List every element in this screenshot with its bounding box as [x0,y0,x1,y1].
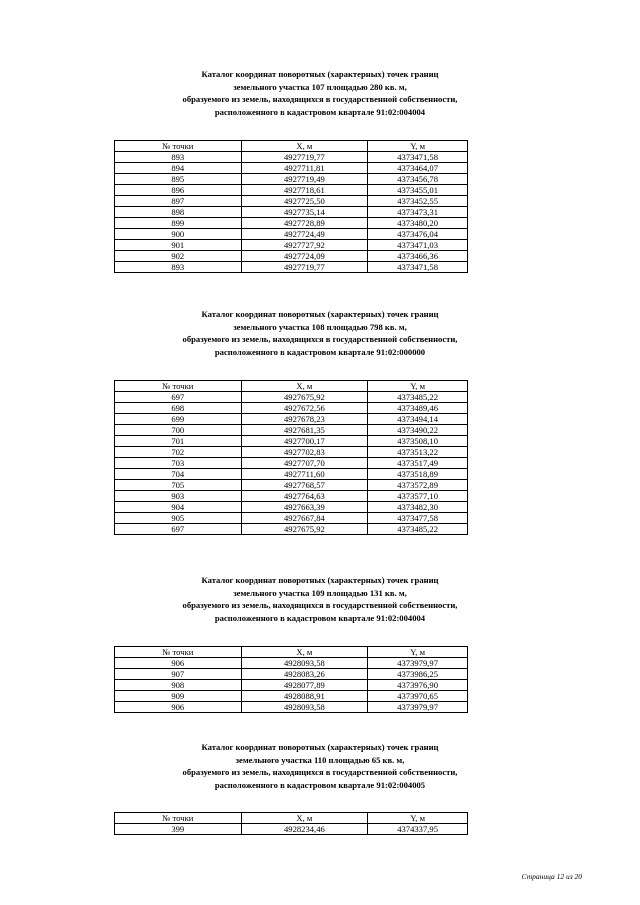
cell-x: 4927719,77 [241,262,368,273]
table-row [115,702,468,713]
heading-line: Каталог координат поворотных (характерных) точек границ [201,69,439,79]
cell-y: 4373489,46 [368,403,468,414]
cell-point-number: 703 [115,458,242,469]
column-header-y: Y, м [368,141,468,152]
table-row [115,240,468,251]
table-header-row [115,381,468,392]
cell-y: 4373466,36 [368,251,468,262]
cell-x: 4927711,81 [241,163,368,174]
table-row [115,491,468,502]
table-row [115,196,468,207]
cell-y: 4373979,97 [368,702,468,713]
section-heading [0,741,640,791]
table-row [115,425,468,436]
table-row [115,152,468,163]
table-row [115,207,468,218]
cell-x: 4927678,23 [241,414,368,425]
cell-point-number: 908 [115,680,242,691]
table-row [115,218,468,229]
table-header-row [115,647,468,658]
cell-y: 4373477,58 [368,513,468,524]
cell-y: 4373480,20 [368,218,468,229]
cell-point-number: 906 [115,658,242,669]
column-header-y: Y, м [368,647,468,658]
heading-line: расположенного в кадастровом квартале 91:02:004005 [214,779,426,790]
heading-line: образуемого из земель, находящихся в государственной собственности, [182,94,458,105]
table-row [115,251,468,262]
heading-line: земельного участка 110 площадью 65 кв. м, [235,754,405,765]
cell-y: 4373456,78 [368,174,468,185]
table-row [115,436,468,447]
heading-line: расположенного в кадастровом квартале 91:02:004004 [214,106,426,117]
coordinates-table [114,380,468,535]
cell-x: 4927711,60 [241,469,368,480]
cell-x: 4928083,26 [241,669,368,680]
cell-y: 4373485,22 [368,524,468,535]
cell-y: 4373976,90 [368,680,468,691]
cell-y: 4373464,07 [368,163,468,174]
cell-point-number: 893 [115,262,242,273]
cell-y: 4373455,01 [368,185,468,196]
cell-point-number: 702 [115,447,242,458]
cell-point-number: 698 [115,403,242,414]
cell-x: 4928093,58 [241,658,368,669]
table-header-row [115,813,468,824]
cell-y: 4373970,65 [368,691,468,702]
column-header-y: Y, м [368,381,468,392]
cell-point-number: 905 [115,513,242,524]
cell-y: 4373518,89 [368,469,468,480]
table-row [115,414,468,425]
cell-x: 4927735,14 [241,207,368,218]
cell-point-number: 906 [115,702,242,713]
section-heading [0,574,640,624]
cell-y: 4373471,58 [368,152,468,163]
cell-point-number: 897 [115,196,242,207]
table-row [115,824,468,835]
cell-y: 4373485,22 [368,392,468,403]
cell-point-number: 907 [115,669,242,680]
cell-x: 4927727,92 [241,240,368,251]
cell-x: 4927728,89 [241,218,368,229]
column-header-x: X, м [241,381,368,392]
cell-point-number: 699 [115,414,242,425]
heading-line: земельного участка 109 площадью 131 кв. м, [233,587,407,598]
cell-x: 4927719,77 [241,152,368,163]
coordinates-table [114,646,468,713]
cell-y: 4373471,58 [368,262,468,273]
cell-y: 4373508,10 [368,436,468,447]
cell-point-number: 903 [115,491,242,502]
cell-x: 4927724,49 [241,229,368,240]
cell-y: 4373986,25 [368,669,468,680]
cell-point-number: 896 [115,185,242,196]
table-row [115,174,468,185]
cell-x: 4927718,61 [241,185,368,196]
cell-x: 4927675,92 [241,524,368,535]
cell-x: 4927725,50 [241,196,368,207]
table-row [115,669,468,680]
table-row [115,262,468,273]
cell-point-number: 700 [115,425,242,436]
coordinates-table [114,812,468,835]
cell-x: 4927719,49 [241,174,368,185]
table-row [115,524,468,535]
heading-line: Каталог координат поворотных (характерных) точек границ [201,742,439,752]
cell-point-number: 894 [115,163,242,174]
heading-line: земельного участка 108 площадью 798 кв. м, [233,321,407,332]
cell-x: 4927681,35 [241,425,368,436]
table-row [115,691,468,702]
cell-point-number: 900 [115,229,242,240]
heading-line: Каталог координат поворотных (характерных) точек границ [201,575,439,585]
cell-y: 4373577,10 [368,491,468,502]
table-row [115,680,468,691]
column-header-x: X, м [241,141,368,152]
cell-y: 4373476,04 [368,229,468,240]
cell-y: 4373452,55 [368,196,468,207]
table-row [115,502,468,513]
cell-y: 4373513,22 [368,447,468,458]
cell-x: 4928234,46 [241,824,368,835]
cell-x: 4928088,91 [241,691,368,702]
column-header-x: X, м [241,813,368,824]
cell-point-number: 701 [115,436,242,447]
column-header-point: № точки [115,381,242,392]
heading-line: земельного участка 107 площадью 280 кв. м, [233,81,407,92]
cell-point-number: 899 [115,218,242,229]
cell-point-number: 904 [115,502,242,513]
table-row [115,513,468,524]
cell-x: 4928093,58 [241,702,368,713]
heading-line: расположенного в кадастровом квартале 91:02:000000 [214,346,426,357]
column-header-point: № точки [115,813,242,824]
cell-x: 4927768,57 [241,480,368,491]
cell-x: 4927724,09 [241,251,368,262]
table-row [115,658,468,669]
section-heading [0,308,640,358]
cell-x: 4927764,63 [241,491,368,502]
cell-x: 4927672,56 [241,403,368,414]
cell-y: 4373494,14 [368,414,468,425]
table-row [115,458,468,469]
cell-y: 4373979,97 [368,658,468,669]
cell-x: 4927675,92 [241,392,368,403]
section-heading [0,68,640,118]
cell-point-number: 705 [115,480,242,491]
cell-point-number: 901 [115,240,242,251]
cell-point-number: 399 [115,824,242,835]
table-row [115,447,468,458]
table-row [115,185,468,196]
heading-line: образуемого из земель, находящихся в государственной собственности, [182,334,458,345]
column-header-x: X, м [241,647,368,658]
cell-x: 4928077,89 [241,680,368,691]
coordinates-table [114,140,468,273]
table-row [115,392,468,403]
table-row [115,163,468,174]
cell-point-number: 704 [115,469,242,480]
cell-point-number: 909 [115,691,242,702]
cell-point-number: 697 [115,524,242,535]
cell-y: 4374337,95 [368,824,468,835]
cell-y: 4373572,89 [368,480,468,491]
table-row [115,229,468,240]
cell-y: 4373471,03 [368,240,468,251]
cell-x: 4927667,84 [241,513,368,524]
cell-x: 4927707,70 [241,458,368,469]
column-header-y: Y, м [368,813,468,824]
table-row [115,403,468,414]
column-header-point: № точки [115,141,242,152]
heading-line: расположенного в кадастровом квартале 91:02:004004 [214,612,426,623]
page-number: Страница 12 из 20 [521,872,582,881]
cell-x: 4927700,17 [241,436,368,447]
cell-y: 4373490,22 [368,425,468,436]
cell-point-number: 697 [115,392,242,403]
cell-y: 4373482,30 [368,502,468,513]
cell-y: 4373517,49 [368,458,468,469]
table-row [115,469,468,480]
cell-x: 4927702,83 [241,447,368,458]
heading-line: образуемого из земель, находящихся в государственной собственности, [182,767,458,778]
cell-point-number: 893 [115,152,242,163]
column-header-point: № точки [115,647,242,658]
cell-point-number: 895 [115,174,242,185]
heading-line: образуемого из земель, находящихся в государственной собственности, [182,600,458,611]
cell-point-number: 898 [115,207,242,218]
heading-line: Каталог координат поворотных (характерных) точек границ [201,309,439,319]
cell-y: 4373473,31 [368,207,468,218]
table-header-row [115,141,468,152]
cell-point-number: 902 [115,251,242,262]
cell-x: 4927663,39 [241,502,368,513]
table-row [115,480,468,491]
